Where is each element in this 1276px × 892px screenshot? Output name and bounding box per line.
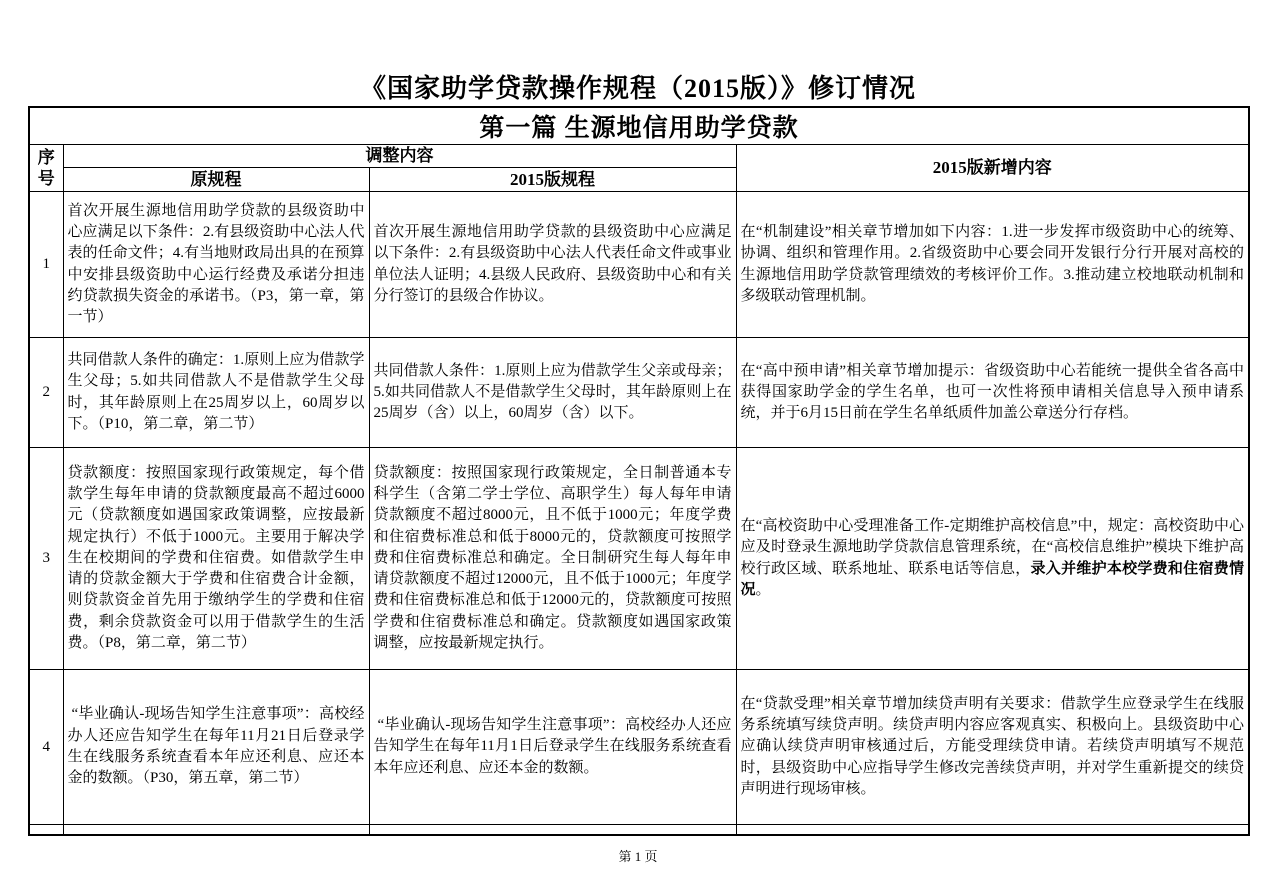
cell-original-procedure (63, 448, 369, 670)
col-header-2015: 2015版规程 (369, 168, 736, 192)
cell-2015-added-content (736, 670, 1249, 825)
col-header-adjust-group: 调整内容 (63, 145, 736, 168)
text-segment: 在“贷款受理”相关章节增加续贷声明有关要求：借款学生应登录学生在线服务系统填写续贷声明。续贷声明内容应客观真实、积极向上。县级资助中心应确认续贷声明审核通过后，方能受理续贷申请。若续贷声明填写不规范时，县级资助中心应指导学生修改完善续贷声明，并对学生重新提交的续贷声明进行现场审核。 (740, 695, 1245, 797)
col-header-original: 原规程 (63, 168, 369, 192)
cell-2015-procedure (369, 448, 736, 670)
table-row (29, 192, 1249, 338)
col-header-added: 2015版新增内容 (736, 145, 1249, 192)
section-title: 第一篇 生源地信用助学贷款 (29, 107, 1249, 145)
text-segment: 贷款额度：按照国家现行政策规定，每个借款学生每年申请的贷款额度最高不超过6000元（贷款额度如遇国家政策调整，应按最新规定执行）不低于1000元。主要用于解决学生在校期间的学费和住宿费。如借款学生申请的贷款金额大于学费和住宿费合计金额，则贷款资金首先用于缴纳学生的学费和住宿费，剩余贷款资金可以用于借款学生的生活费。（P8，第二章，第二节） (67, 464, 365, 652)
cell-original-procedure (63, 338, 369, 448)
cell-2015-added-content (736, 448, 1249, 670)
text-segment: 在“高中预申请”相关章节增加提示：省级资助中心若能统一提供全省各高中获得国家助学金的学生名单，也可一次性将预申请相关信息导入预申请系统，并于6月15日前在学生名单纸质件加盖公章送分行存档。 (740, 362, 1245, 422)
row-number: 2 (29, 338, 63, 448)
cell-2015-added-content (736, 338, 1249, 448)
empty-partial-row (29, 825, 1249, 836)
text-segment: 共同借款人条件：1.原则上应为借款学生父亲或母亲；5.如共同借款人不是借款学生父母时，其年龄原则上在25周岁（含）以上，60周岁（含）以下。 (373, 362, 732, 422)
page-title: 《国家助学贷款操作规程（2015版）》修订情况 (359, 74, 916, 103)
cell-2015-procedure (369, 670, 736, 825)
cell-2015-added-content (736, 192, 1249, 338)
cell-original-procedure (63, 670, 369, 825)
header-row-1 (29, 145, 1249, 168)
table-tail (29, 825, 1249, 836)
page-number: 第 1 页 (618, 849, 658, 864)
row-number: 3 (29, 448, 63, 670)
cell-2015-procedure (369, 192, 736, 338)
table-body (29, 192, 1249, 825)
table-row (29, 670, 1249, 825)
table-row (29, 338, 1249, 448)
section-title-row (29, 107, 1249, 145)
revision-table (28, 106, 1250, 836)
row-number: 1 (29, 192, 63, 338)
text-segment: “毕业确认-现场告知学生注意事项”：高校经办人还应告知学生在每年11月21日后登录学生在线服务系统查看本年应还利息、应还本金的数额。（P30，第五章，第二节） (67, 706, 365, 787)
text-segment: 共同借款人条件的确定：1.原则上应为借款学生父母；5.如共同借款人不是借款学生父母时，其年龄原则上在25周岁以上，60周岁以下。（P10，第二章，第二节） (67, 351, 365, 432)
cell-2015-procedure (369, 338, 736, 448)
bold-text-segment: 录入并维护本校学费和住宿费情况 (740, 560, 1244, 598)
table-row (29, 448, 1249, 670)
text-segment: 在“机制建设”相关章节增加如下内容：1.进一步发挥市级资助中心的统筹、协调、组织和管理作用。2.省级资助中心要会同开发银行分行开展对高校的生源地信用助学贷款管理绩效的考核评价工作。3.推动建立校地联动机制和多级联动管理机制。 (740, 223, 1245, 304)
col-header-seq: 序号 (29, 145, 63, 192)
text-segment: 。 (755, 581, 771, 598)
text-segment: 贷款额度：按照国家现行政策规定，全日制普通本专科学生（含第二学士学位、高职学生）每人每年申请贷款额度不超过8000元，且不低于1000元；年度学费和住宿费标准总和低于8000元的，贷款额度可按照学费和住宿费标准总和确定。全日制研究生每人每年申请贷款额度不超过12000元，且不低于1000元；年度学费和住宿费标准总和低于12000元的，贷款额度可按照学费和住宿费标准总和确定。贷款额度如遇国家政策调整，应按最新规定执行。 (373, 464, 732, 652)
text-segment: 在“高校资助中心受理准备工作-定期维护高校信息”中，规定：高校资助中心应及时登录生源地助学贷款信息管理系统，在“高校信息维护”模块下维护高校行政区域、联系地址、联系电话等信息， (740, 517, 1245, 577)
row-number: 4 (29, 670, 63, 825)
text-segment: 首次开展生源地信用助学贷款的县级资助中心应满足以下条件：2.有县级资助中心法人代表任命文件或事业单位法人证明；4.县级人民政府、县级资助中心和有关分行签订的县级合作协议。 (373, 223, 732, 304)
cell-original-procedure (63, 192, 369, 338)
text-segment: 首次开展生源地信用助学贷款的县级资助中心应满足以下条件：2.有县级资助中心法人代表的任命文件；4.有当地财政局出具的在预算中安排县级资助中心运行经费及承诺分担违约贷款损失资金的承诺书。（P3，第一章，第一节） (67, 202, 365, 326)
text-segment: “毕业确认-现场告知学生注意事项”：高校经办人还应告知学生在每年11月1日后登录学生在线服务系统查看本年应还利息、应还本金的数额。 (373, 717, 732, 776)
